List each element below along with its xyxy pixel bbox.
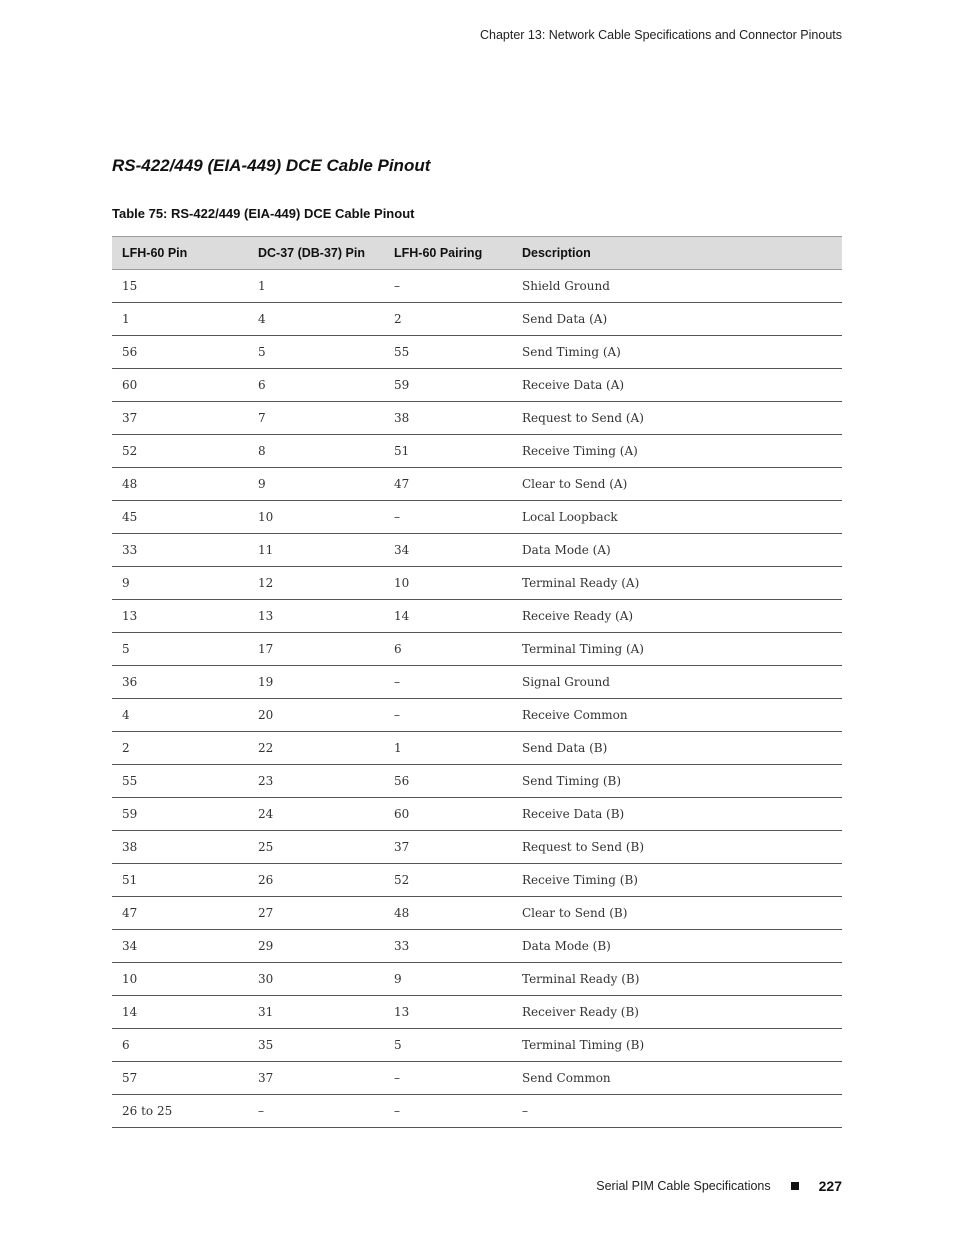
cell-lfh60-pairing: 37 — [384, 831, 512, 864]
cell-description: Receive Timing (A) — [512, 435, 842, 468]
column-header-dc37-pin: DC-37 (DB-37) Pin — [248, 237, 384, 270]
cell-lfh60-pairing: 6 — [384, 633, 512, 666]
table-body — [112, 270, 842, 1128]
cell-description: Receive Timing (B) — [512, 864, 842, 897]
cell-lfh60-pin: 14 — [112, 996, 248, 1029]
cell-dc37-pin: 19 — [248, 666, 384, 699]
cell-dc37-pin: 12 — [248, 567, 384, 600]
cell-lfh60-pin: 47 — [112, 897, 248, 930]
column-header-lfh60-pin: LFH-60 Pin — [112, 237, 248, 270]
table-row — [112, 336, 842, 369]
page-footer — [596, 1178, 842, 1194]
cell-dc37-pin: 17 — [248, 633, 384, 666]
pinout-table — [112, 236, 842, 1128]
cell-description: Terminal Ready (A) — [512, 567, 842, 600]
cell-lfh60-pairing: 51 — [384, 435, 512, 468]
table-row — [112, 303, 842, 336]
cell-description: Signal Ground — [512, 666, 842, 699]
table-row — [112, 468, 842, 501]
section-title: RS-422/449 (EIA-449) DCE Cable Pinout — [112, 156, 431, 175]
table-row — [112, 1029, 842, 1062]
table-row — [112, 600, 842, 633]
running-head: Chapter 13: Network Cable Specifications and Connector Pinouts — [479, 28, 842, 42]
cell-dc37-pin: 23 — [248, 765, 384, 798]
cell-dc37-pin: 25 — [248, 831, 384, 864]
cell-dc37-pin: 9 — [248, 468, 384, 501]
table-row — [112, 765, 842, 798]
cell-lfh60-pin: 45 — [112, 501, 248, 534]
table-row — [112, 732, 842, 765]
cell-lfh60-pairing: – — [384, 501, 512, 534]
page-number: 227 — [818, 1178, 842, 1194]
cell-lfh60-pin: 60 — [112, 369, 248, 402]
cell-dc37-pin: 37 — [248, 1062, 384, 1095]
cell-dc37-pin: 6 — [248, 369, 384, 402]
cell-description: Send Common — [512, 1062, 842, 1095]
cell-dc37-pin: 31 — [248, 996, 384, 1029]
cell-description: Local Loopback — [512, 501, 842, 534]
cell-dc37-pin: 7 — [248, 402, 384, 435]
square-bullet-icon — [791, 1182, 799, 1190]
cell-lfh60-pin: 9 — [112, 567, 248, 600]
cell-description: Clear to Send (B) — [512, 897, 842, 930]
cell-lfh60-pin: 52 — [112, 435, 248, 468]
cell-description: Receive Ready (A) — [512, 600, 842, 633]
cell-description: Receiver Ready (B) — [512, 996, 842, 1029]
cell-lfh60-pin: 4 — [112, 699, 248, 732]
cell-lfh60-pairing: – — [384, 699, 512, 732]
cell-lfh60-pin: 33 — [112, 534, 248, 567]
cell-lfh60-pin: 13 — [112, 600, 248, 633]
cell-description: Receive Data (A) — [512, 369, 842, 402]
cell-lfh60-pin: 1 — [112, 303, 248, 336]
cell-description: Request to Send (B) — [512, 831, 842, 864]
column-header-lfh60-pairing: LFH-60 Pairing — [384, 237, 512, 270]
column-header-description: Description — [512, 237, 842, 270]
table-row — [112, 963, 842, 996]
cell-lfh60-pairing: 56 — [384, 765, 512, 798]
cell-dc37-pin: 22 — [248, 732, 384, 765]
cell-description: Send Data (A) — [512, 303, 842, 336]
cell-lfh60-pin: 51 — [112, 864, 248, 897]
cell-description: Request to Send (A) — [512, 402, 842, 435]
cell-lfh60-pin: 34 — [112, 930, 248, 963]
cell-lfh60-pairing: 13 — [384, 996, 512, 1029]
cell-dc37-pin: 20 — [248, 699, 384, 732]
table-row — [112, 897, 842, 930]
cell-description: Terminal Timing (B) — [512, 1029, 842, 1062]
table-caption: Table 75: RS-422/449 (EIA-449) DCE Cable Pinout — [112, 206, 415, 221]
table-row — [112, 996, 842, 1029]
cell-lfh60-pairing: – — [384, 1095, 512, 1128]
cell-dc37-pin: 10 — [248, 501, 384, 534]
table-row — [112, 534, 842, 567]
cell-dc37-pin: 5 — [248, 336, 384, 369]
cell-lfh60-pin: 5 — [112, 633, 248, 666]
cell-lfh60-pairing: 5 — [384, 1029, 512, 1062]
cell-description: Shield Ground — [512, 270, 842, 303]
cell-lfh60-pairing: – — [384, 666, 512, 699]
cell-lfh60-pairing: 9 — [384, 963, 512, 996]
cell-lfh60-pairing: 14 — [384, 600, 512, 633]
cell-lfh60-pin: 56 — [112, 336, 248, 369]
cell-dc37-pin: 27 — [248, 897, 384, 930]
cell-lfh60-pairing: 47 — [384, 468, 512, 501]
table-row — [112, 864, 842, 897]
cell-lfh60-pairing: 48 — [384, 897, 512, 930]
cell-lfh60-pairing: 34 — [384, 534, 512, 567]
cell-dc37-pin: 1 — [248, 270, 384, 303]
cell-description: Terminal Timing (A) — [512, 633, 842, 666]
table-row — [112, 435, 842, 468]
cell-lfh60-pin: 57 — [112, 1062, 248, 1095]
cell-lfh60-pairing: – — [384, 1062, 512, 1095]
cell-description: Data Mode (A) — [512, 534, 842, 567]
cell-lfh60-pairing: – — [384, 270, 512, 303]
cell-lfh60-pin: 15 — [112, 270, 248, 303]
cell-lfh60-pairing: 59 — [384, 369, 512, 402]
cell-lfh60-pin: 10 — [112, 963, 248, 996]
cell-lfh60-pin: 59 — [112, 798, 248, 831]
table-row — [112, 501, 842, 534]
cell-dc37-pin: 30 — [248, 963, 384, 996]
cell-dc37-pin: 13 — [248, 600, 384, 633]
cell-description: – — [512, 1095, 842, 1128]
cell-description: Send Timing (A) — [512, 336, 842, 369]
cell-dc37-pin: 26 — [248, 864, 384, 897]
cell-lfh60-pairing: 10 — [384, 567, 512, 600]
table-row — [112, 567, 842, 600]
cell-description: Send Data (B) — [512, 732, 842, 765]
table-row — [112, 666, 842, 699]
cell-dc37-pin: 35 — [248, 1029, 384, 1062]
cell-lfh60-pairing: 1 — [384, 732, 512, 765]
table-header-row — [112, 237, 842, 270]
cell-dc37-pin: 24 — [248, 798, 384, 831]
table-row — [112, 633, 842, 666]
cell-description: Receive Data (B) — [512, 798, 842, 831]
table-row — [112, 798, 842, 831]
table-row — [112, 1095, 842, 1128]
cell-lfh60-pin: 6 — [112, 1029, 248, 1062]
table-row — [112, 1062, 842, 1095]
cell-dc37-pin: 11 — [248, 534, 384, 567]
table-row — [112, 831, 842, 864]
cell-lfh60-pairing: 55 — [384, 336, 512, 369]
cell-lfh60-pairing: 60 — [384, 798, 512, 831]
cell-lfh60-pairing: 33 — [384, 930, 512, 963]
cell-lfh60-pin: 48 — [112, 468, 248, 501]
cell-description: Terminal Ready (B) — [512, 963, 842, 996]
cell-lfh60-pin: 36 — [112, 666, 248, 699]
footer-section-name: Serial PIM Cable Specifications — [596, 1179, 771, 1193]
cell-dc37-pin: 8 — [248, 435, 384, 468]
cell-lfh60-pin: 55 — [112, 765, 248, 798]
cell-dc37-pin: 29 — [248, 930, 384, 963]
cell-lfh60-pairing: 2 — [384, 303, 512, 336]
table-row — [112, 930, 842, 963]
cell-description: Send Timing (B) — [512, 765, 842, 798]
table-row — [112, 699, 842, 732]
table-row — [112, 270, 842, 303]
table-row — [112, 369, 842, 402]
cell-lfh60-pin: 38 — [112, 831, 248, 864]
cell-lfh60-pairing: 52 — [384, 864, 512, 897]
cell-lfh60-pin: 37 — [112, 402, 248, 435]
cell-dc37-pin: 4 — [248, 303, 384, 336]
cell-lfh60-pairing: 38 — [384, 402, 512, 435]
cell-description: Receive Common — [512, 699, 842, 732]
cell-description: Clear to Send (A) — [512, 468, 842, 501]
cell-dc37-pin: – — [248, 1095, 384, 1128]
cell-description: Data Mode (B) — [512, 930, 842, 963]
table-row — [112, 402, 842, 435]
cell-lfh60-pin: 26 to 25 — [112, 1095, 248, 1128]
cell-lfh60-pin: 2 — [112, 732, 248, 765]
